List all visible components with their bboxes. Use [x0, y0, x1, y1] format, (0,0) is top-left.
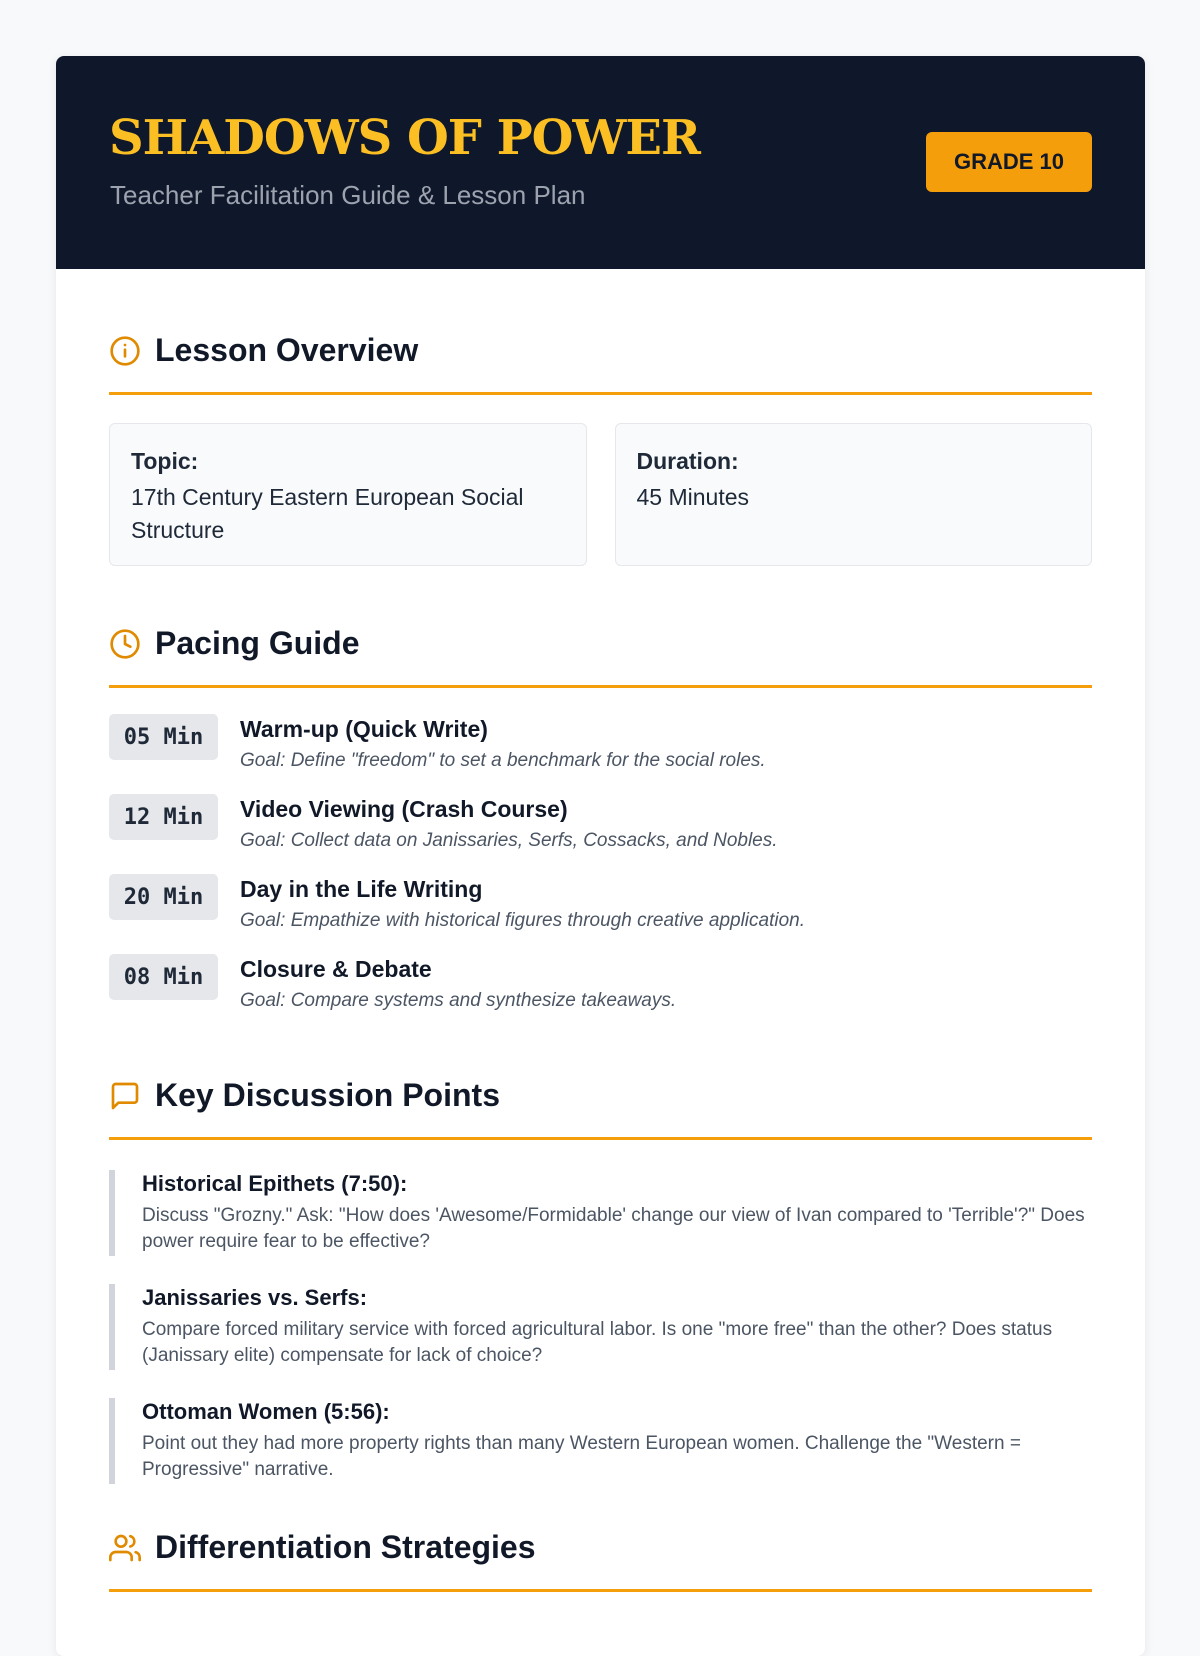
pacing-time-badge: 08 Min	[109, 954, 218, 1000]
pacing-activity-goal: Goal: Empathize with historical figures through creative application.	[240, 909, 806, 931]
section-header-pacing	[109, 602, 1092, 688]
pacing-text	[240, 874, 805, 954]
discussion-item	[109, 1284, 1092, 1370]
topic-value: 17th Century Eastern European Social Structure	[131, 484, 524, 544]
content-area	[56, 269, 1145, 1592]
pacing-activity-goal: Goal: Compare systems and synthesize takeaways.	[240, 989, 677, 1011]
section-title-overview: Lesson Overview	[155, 332, 419, 368]
pacing-text	[240, 714, 766, 794]
discussion-list	[109, 1170, 1092, 1484]
message-square-icon	[109, 1080, 141, 1112]
section-title-pacing: Pacing Guide	[155, 625, 360, 661]
clock-icon	[109, 628, 141, 660]
duration-label: Duration:	[636, 448, 739, 474]
pacing-activity-name: Closure & Debate	[240, 956, 432, 982]
section-header-differentiation	[109, 1506, 1092, 1592]
discussion-title: Ottoman Women (5:56):	[142, 1399, 390, 1424]
discussion-title: Janissaries vs. Serfs:	[142, 1285, 368, 1310]
page-subtitle: Teacher Facilitation Guide & Lesson Plan	[110, 180, 586, 210]
topic-box	[109, 423, 587, 566]
discussion-text: Discuss "Grozny." Ask: "How does 'Awesome/Formidable' change our view of Ivan compared to 'Terrible'?" Does power require fear to be effective?	[142, 1204, 1085, 1253]
discussion-text: Compare forced military service with forced agricultural labor. Is one "more free" than the other? Does status (Janissary elite) compensate for lack of choice?	[142, 1318, 1053, 1367]
discussion-item	[109, 1398, 1092, 1484]
section-title-discussion: Key Discussion Points	[155, 1077, 500, 1113]
info-circle-icon	[109, 335, 141, 367]
duration-value: 45 Minutes	[636, 484, 750, 510]
discussion-item	[109, 1170, 1092, 1256]
topic-label: Topic:	[131, 448, 199, 474]
section-header-overview	[109, 309, 1092, 395]
section-header-discussion	[109, 1054, 1092, 1140]
grade-badge: GRADE 10	[926, 132, 1092, 192]
section-title-differentiation: Differentiation Strategies	[155, 1529, 536, 1565]
header-banner	[56, 56, 1145, 269]
pacing-time-badge: 05 Min	[109, 714, 218, 760]
pacing-activity-name: Video Viewing (Crash Course)	[240, 796, 568, 822]
pacing-item	[109, 794, 1092, 874]
pacing-item	[109, 954, 1092, 1034]
pacing-text	[240, 794, 778, 874]
pacing-time-badge: 20 Min	[109, 874, 218, 920]
pacing-activity-name: Day in the Life Writing	[240, 876, 483, 902]
pacing-item	[109, 874, 1092, 954]
page-title: SHADOWS OF POWER	[109, 110, 700, 166]
pacing-item	[109, 714, 1092, 794]
pacing-list	[109, 714, 1092, 1034]
discussion-text: Point out they had more property rights than many Western European women. Challenge the "Western = Progressive" narrative.	[142, 1432, 1021, 1481]
users-icon	[109, 1532, 141, 1564]
duration-box	[615, 423, 1093, 566]
pacing-activity-goal: Goal: Define "freedom" to set a benchmark for the social roles.	[240, 749, 766, 771]
pacing-activity-name: Warm-up (Quick Write)	[240, 716, 488, 742]
pacing-activity-goal: Goal: Collect data on Janissaries, Serfs, Cossacks, and Nobles.	[240, 829, 778, 851]
lesson-plan-card	[56, 56, 1145, 1656]
overview-grid	[109, 423, 1092, 566]
pacing-time-badge: 12 Min	[109, 794, 218, 840]
discussion-title: Historical Epithets (7:50):	[142, 1171, 408, 1196]
pacing-text	[240, 954, 676, 1034]
